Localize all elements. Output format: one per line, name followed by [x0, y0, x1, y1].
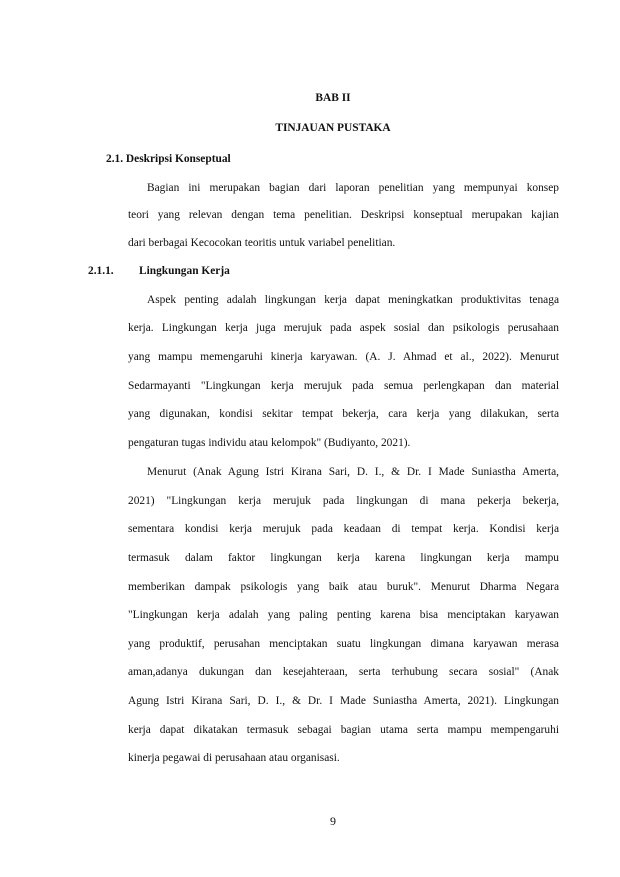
paragraph-2-line-7: yang produktif, perusahan menciptakan suatu lingkungan dimana karyawan merasa [128, 638, 559, 650]
paragraph-2-line-11: kinerja pegawai di perusahaan atau organisasi. [128, 752, 340, 764]
paragraph-1-line-3: yang mampu memengaruhi kinerja karyawan. (A. J. Ahmad et al., 2022). Menurut [128, 351, 559, 363]
paragraph-2-line-4: termasuk dalam faktor lingkungan kerja karena lingkungan kerja mampu [128, 552, 559, 564]
section-2-1-line-2: teori yang relevan dengan tema penelitian. Deskripsi konseptual merupakan kajian [128, 209, 559, 221]
chapter-title: TINJAUAN PUSTAKA [275, 122, 391, 134]
paragraph-2-line-10: kerja dapat dikatakan termasuk sebagai bagian utama serta mampu mempengaruhi [128, 724, 559, 736]
paragraph-2-line-2: 2021) "Lingkungan kerja merujuk pada lingkungan di mana pekerja bekerja, [128, 495, 559, 507]
paragraph-1-line-5: yang digunakan, kondisi sekitar tempat bekerja, cara kerja yang dilakukan, serta [128, 408, 559, 420]
section-2-1-line-1: Bagian ini merupakan bagian dari laporan penelitian yang mempunyai konsep [147, 182, 559, 194]
chapter-number: BAB II [315, 92, 351, 104]
paragraph-2-line-3: sementara kondisi kerja merujuk pada keadaan di tempat kerja. Kondisi kerja [128, 523, 559, 535]
section-title-2-1-1: Lingkungan Kerja [139, 265, 230, 277]
section-heading-2-1: 2.1. Deskripsi Konseptual [106, 153, 231, 165]
section-number-2-1-1: 2.1.1. [88, 265, 114, 277]
paragraph-1-line-4: Sedarmayanti "Lingkungan kerja merujuk pada semua perlengkapan dan material [128, 380, 559, 392]
paragraph-1-line-2: kerja. Lingkungan kerja juga merujuk pada aspek sosial dan psikologis perusahaan [128, 322, 559, 334]
paragraph-2-line-9: Agung Istri Kirana Sari, D. I., & Dr. I Made Suniastha Amerta, 2021). Lingkungan [128, 695, 559, 707]
paragraph-2-line-5: memberikan dampak psikologis yang baik atau buruk". Menurut Dharma Negara [128, 581, 559, 593]
paragraph-2-line-6: "Lingkungan kerja adalah yang paling penting karena bisa menciptakan karyawan [128, 609, 559, 621]
paragraph-2-line-8: aman,adanya dukungan dan kesejahteraan, serta terhubung secara sosial" (Anak [128, 666, 559, 678]
section-2-1-line-3: dari berbagai Kecocokan teoritis untuk variabel penelitian. [128, 237, 396, 249]
paragraph-1-line-6: pengaturan tugas individu atau kelompok" (Budiyanto, 2021). [128, 437, 411, 449]
paragraph-2-line-1: Menurut (Anak Agung Istri Kirana Sari, D. I., & Dr. I Made Suniastha Amerta, [147, 466, 559, 478]
page-number: 9 [330, 814, 336, 828]
paragraph-1-line-1: Aspek penting adalah lingkungan kerja dapat meningkatkan produktivitas tenaga [147, 294, 559, 306]
